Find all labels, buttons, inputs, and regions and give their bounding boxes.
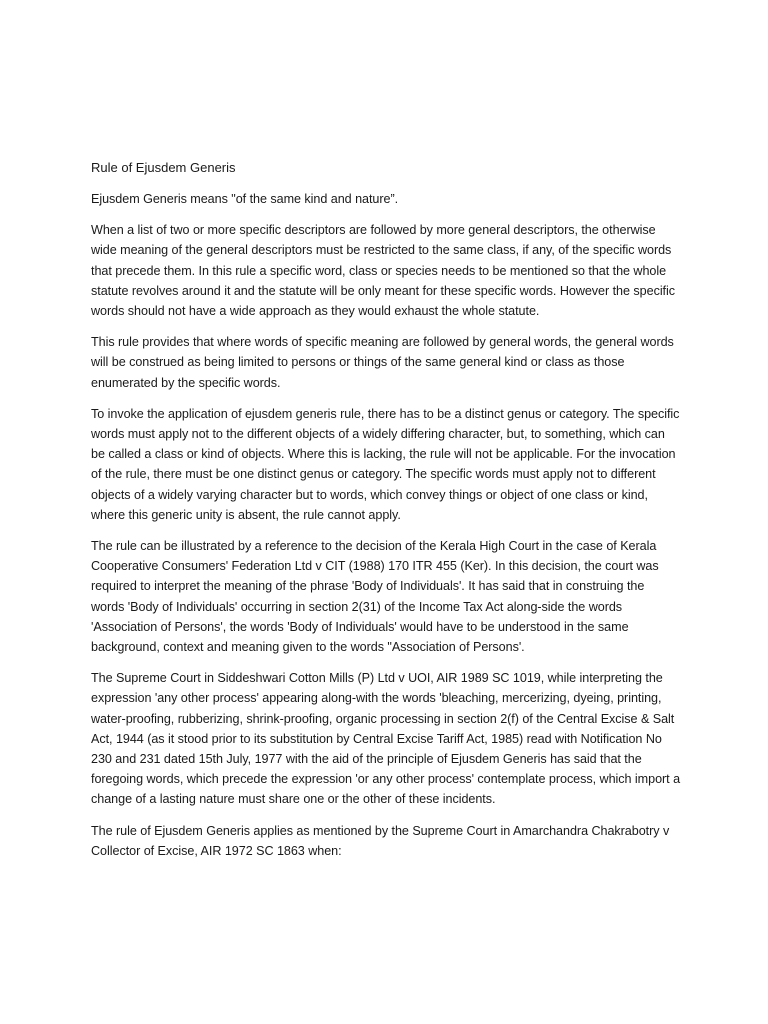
paragraph-kerala-case: The rule can be illustrated by a reference to the decision of the Kerala High Court in the case of Kerala Cooperative Consumers' Federation Ltd v CIT (1988) 170 ITR 455 (Ker). In this decision, the court was required to interpret the meaning of the phrase 'Body of Individuals'. It has said that in construing the words 'Body of Individuals' occurring in section 2(31) of the Income Tax Act along-side the words 'Association of Persons', the words 'Body of Individuals' would have to be understood in the same background, context and meaning given to the words "Association of Persons'. (91, 539, 659, 655)
document-body (91, 158, 681, 872)
paragraph-definition: Ejusdem Generis means "of the same kind and nature”. (91, 192, 399, 206)
paragraph-rule-provision: This rule provides that where words of specific meaning are followed by general words, the general words will be construed as being limited to persons or things of the same general kind or class as those enumerated by the specific words. (91, 335, 674, 390)
paragraph-supreme-court-case: The Supreme Court in Siddeshwari Cotton Mills (P) Ltd v UOI, AIR 1989 SC 1019, while interpreting the expression 'any other process' appearing along-with the words 'bleaching, mercerizing, dyeing, printing, water-proofing, rubberizing, shrink-proofing, organic processing in section 2(f) of the Central Excise & Salt Act, 1944 (as it stood prior to its substitution by Central Excise Tariff Act, 1985) read with Notification No 230 and 231 dated 15th July, 1977 with the aid of the principle of Ejusdem Generis has said that the foregoing words, which precede the expression 'or any other process' contemplate process, which import a change of a lasting nature must share one or the other of these incidents. (91, 671, 681, 807)
paragraph-amarchandra-case: The rule of Ejusdem Generis applies as mentioned by the Supreme Court in Amarchandra Chakrabotry v Collector of Excise, AIR 1972 SC 1863 when: (91, 823, 670, 858)
document-title: Rule of Ejusdem Generis (91, 160, 236, 175)
paragraph-descriptors: When a list of two or more specific descriptors are followed by more general descriptors, the otherwise wide meaning of the general descriptors must be restricted to the same class, if any, of the specific words that precede them. In this rule a specific word, class or species needs to be mentioned so that the whole statute revolves around it and the statute will be only meant for these specific words. However the specific words should not have a wide approach as they would exhaust the whole statute. (91, 223, 676, 319)
paragraph-genus-category: To invoke the application of ejusdem generis rule, there has to be a distinct genus or category. The specific words must apply not to the different objects of a widely differing character, but, to something, which can be called a class or kind of objects. Where this is lacking, the rule will not be applicable. For the invocation of the rule, there must be one distinct genus or category. The specific words must apply not to different objects of a widely varying character but to words, which convey things or object of one class or kind, where this generic unity is absent, the rule cannot apply. (91, 406, 680, 522)
